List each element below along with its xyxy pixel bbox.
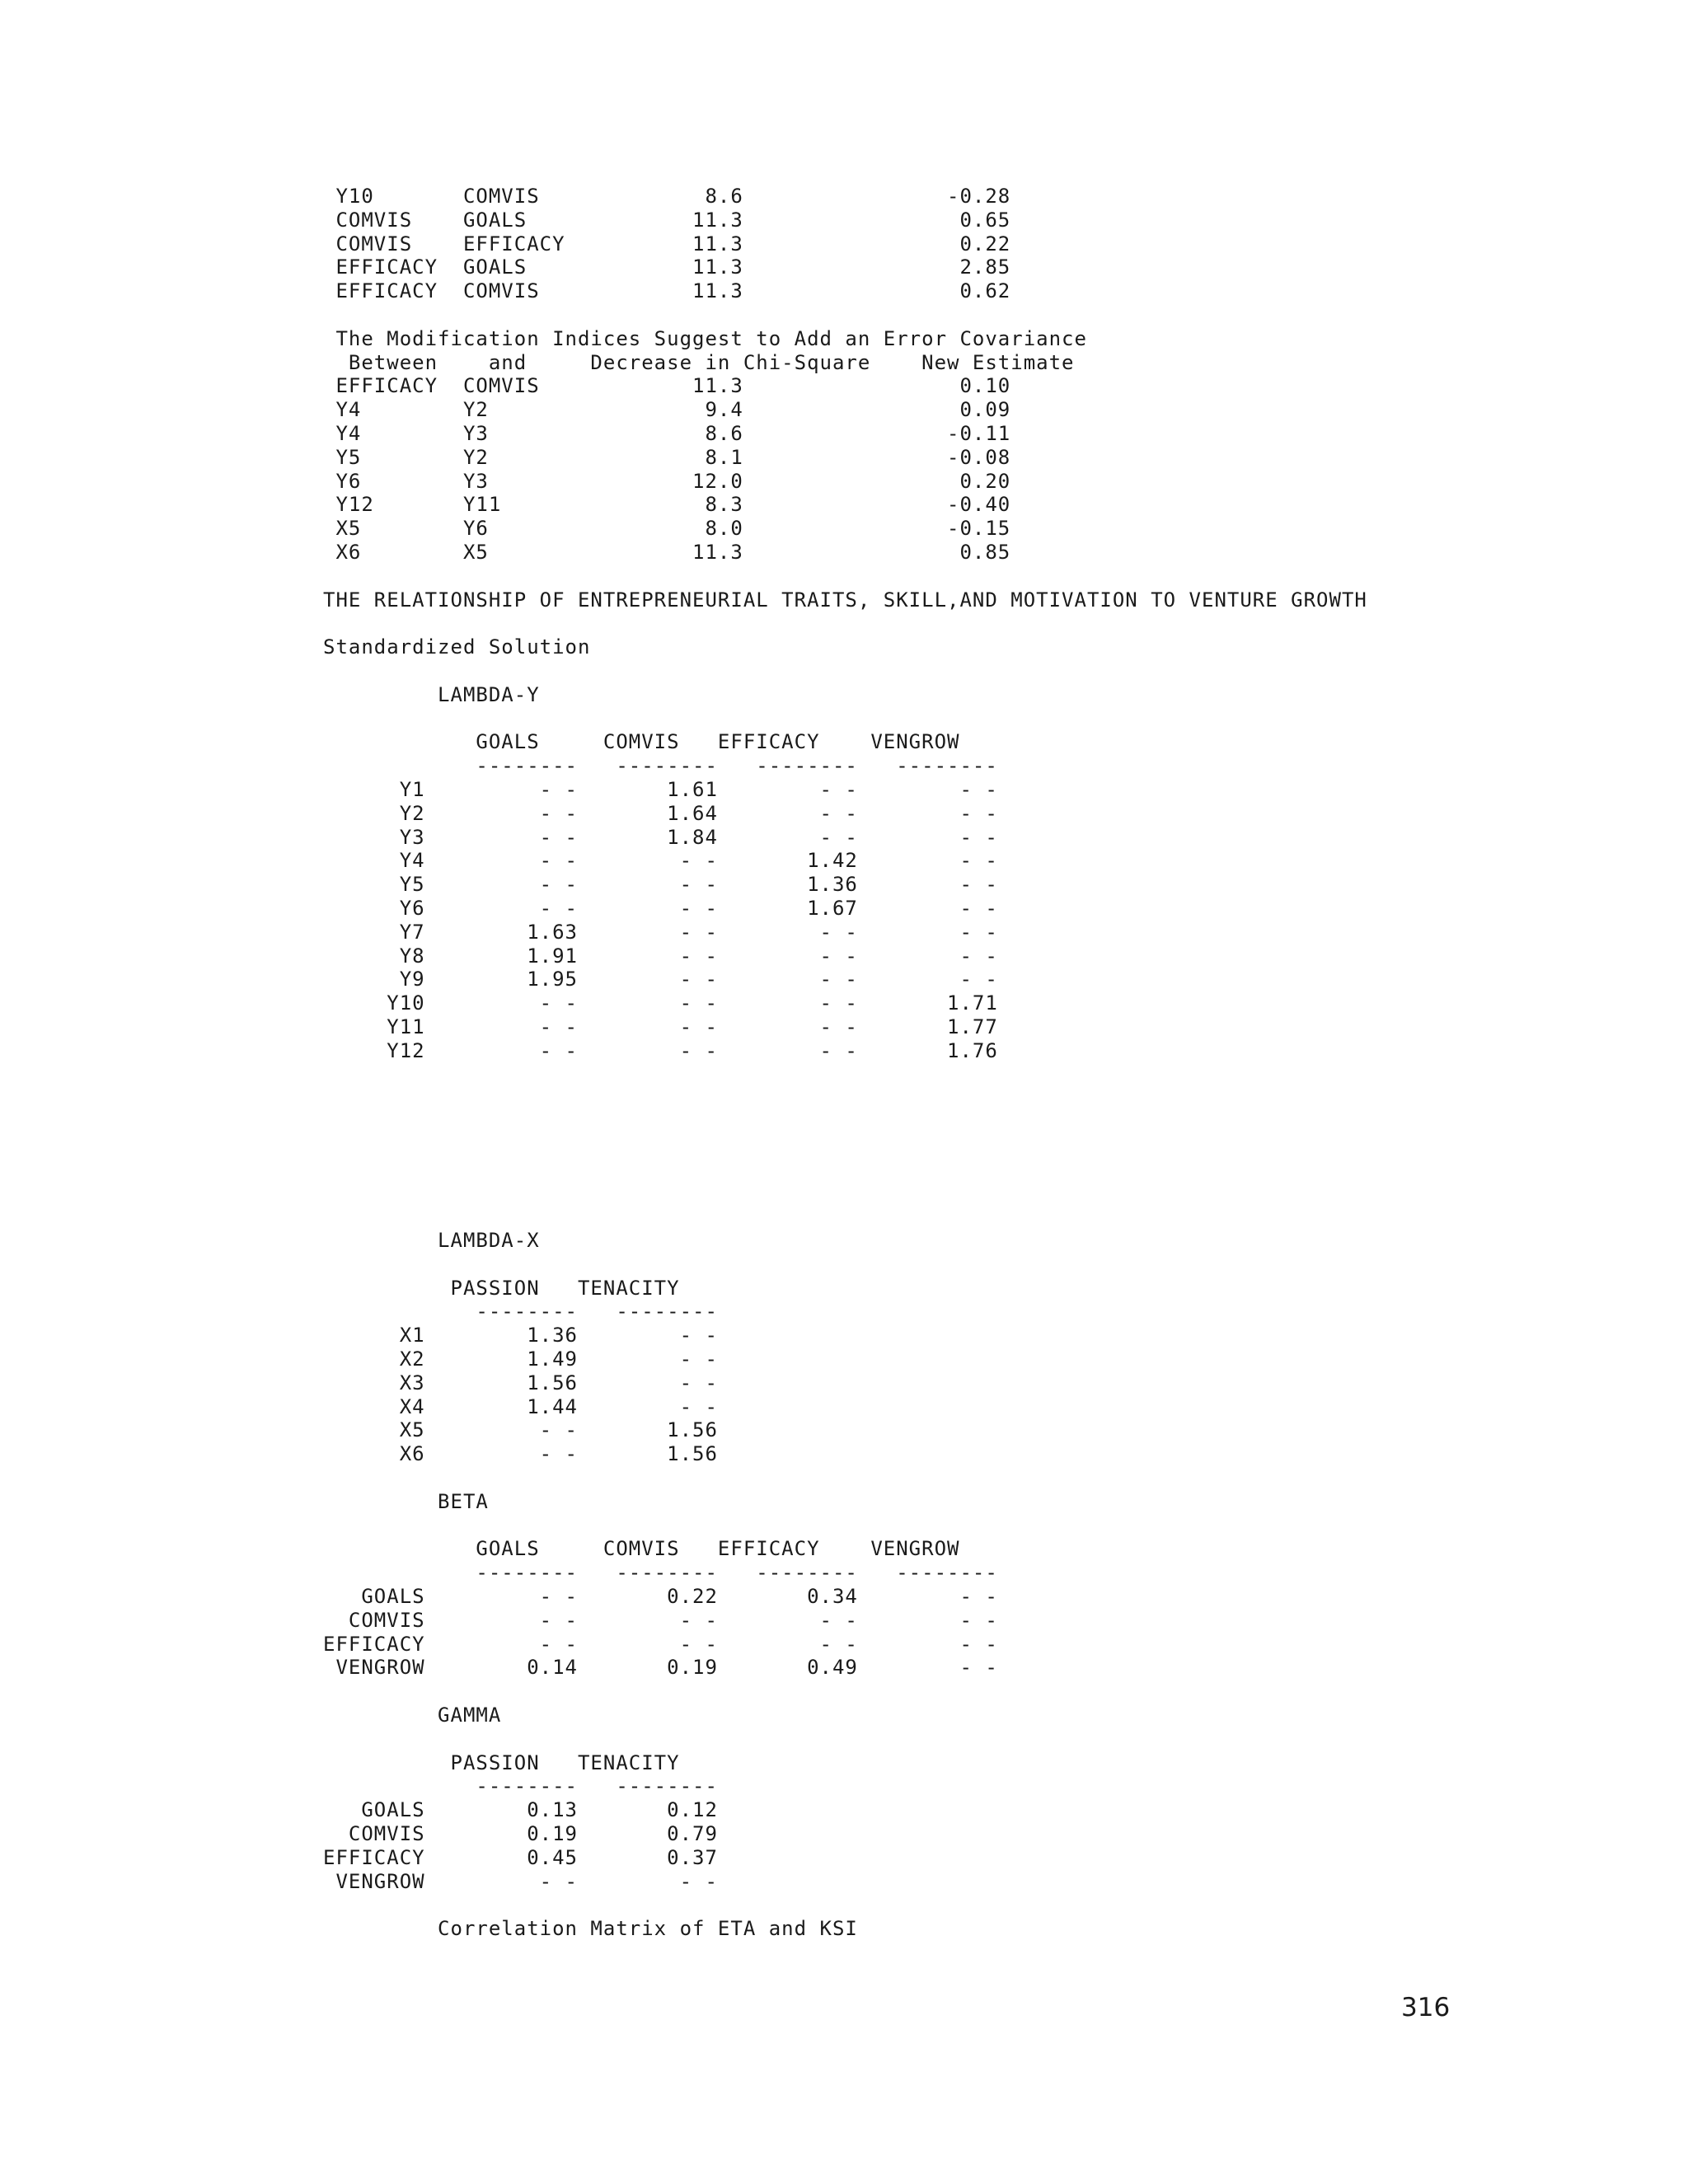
output-line: LAMBDA-X [323, 1229, 540, 1253]
output-line: X4 1.44 - - [323, 1394, 718, 1418]
output-line: Y6 Y3 12.0 0.20 [323, 469, 1011, 493]
output-line: PASSION TENACITY [323, 1750, 680, 1774]
output-line: X2 1.49 - - [323, 1347, 718, 1371]
output-line: The Modification Indices Suggest to Add an Error Covariance [323, 326, 1087, 350]
output-line: -------- -------- [323, 1774, 718, 1798]
output-line: VENGROW 0.14 0.19 0.49 - - [323, 1656, 998, 1680]
output-line: EFFICACY GOALS 11.3 2.85 [323, 255, 1011, 279]
output-line: COMVIS 0.19 0.79 [323, 1821, 718, 1845]
output-line: X1 1.36 - - [323, 1324, 718, 1347]
page-number: 316 [1401, 1993, 1451, 2022]
output-line: EFFICACY - - - - - - - - [323, 1632, 998, 1656]
output-line: LAMBDA-Y [323, 682, 540, 706]
output-line: Y1 - - 1.61 - - - - [323, 777, 998, 801]
output-line: Y7 1.63 - - - - - - [323, 920, 998, 944]
output-line: X6 - - 1.56 [323, 1442, 718, 1466]
output-line: Y6 - - - - 1.67 - - [323, 896, 998, 920]
output-line: X5 - - 1.56 [323, 1418, 718, 1442]
output-line: Y5 Y2 8.1 -0.08 [323, 445, 1011, 469]
output-line: Y9 1.95 - - - - - - [323, 968, 998, 991]
output-line: PASSION TENACITY [323, 1276, 680, 1300]
output-line: VENGROW - - - - [323, 1869, 718, 1893]
output-line: EFFICACY COMVIS 11.3 0.62 [323, 279, 1011, 303]
lisrel-output-text [323, 185, 1367, 1941]
output-line: -------- -------- -------- -------- [323, 754, 998, 778]
output-line: Y4 Y2 9.4 0.09 [323, 398, 1011, 422]
output-line: -------- -------- -------- -------- [323, 1561, 998, 1585]
output-line: Y8 1.91 - - - - - - [323, 944, 998, 968]
output-line: Y10 COMVIS 8.6 -0.28 [323, 185, 1011, 208]
output-line: COMVIS EFFICACY 11.3 0.22 [323, 232, 1011, 255]
output-line: Y5 - - - - 1.36 - - [323, 873, 998, 897]
output-line: Y2 - - 1.64 - - - - [323, 801, 998, 825]
output-line: Correlation Matrix of ETA and KSI [323, 1917, 858, 1941]
output-line: EFFICACY 0.45 0.37 [323, 1845, 718, 1869]
output-line: X6 X5 11.3 0.85 [323, 540, 1011, 564]
output-line: X5 Y6 8.0 -0.15 [323, 517, 1011, 541]
output-line: THE RELATIONSHIP OF ENTREPRENEURIAL TRAITS, SKILL,AND MOTIVATION TO VENTURE GROWTH [323, 588, 1367, 612]
output-line: Between and Decrease in Chi-Square New Estimate [323, 350, 1075, 374]
output-line: Y12 Y11 8.3 -0.40 [323, 493, 1011, 517]
output-line: -------- -------- [323, 1300, 718, 1324]
output-line: Y4 - - - - 1.42 - - [323, 849, 998, 873]
output-line: GAMMA [323, 1704, 502, 1727]
output-line: Standardized Solution [323, 635, 591, 659]
output-line: EFFICACY COMVIS 11.3 0.10 [323, 374, 1011, 398]
output-line: COMVIS - - - - - - - - [323, 1608, 998, 1632]
output-line: GOALS COMVIS EFFICACY VENGROW [323, 730, 960, 754]
output-line: Y3 - - 1.84 - - - - [323, 825, 998, 849]
output-line: X3 1.56 - - [323, 1371, 718, 1394]
output-line: BETA [323, 1489, 489, 1513]
output-line: GOALS - - 0.22 0.34 - - [323, 1585, 998, 1609]
output-line: Y11 - - - - - - 1.77 [323, 1015, 998, 1038]
output-line: GOALS 0.13 0.12 [323, 1798, 718, 1822]
output-line: Y10 - - - - - - 1.71 [323, 991, 998, 1015]
output-line: GOALS COMVIS EFFICACY VENGROW [323, 1537, 960, 1561]
output-line: Y12 - - - - - - 1.76 [323, 1038, 998, 1062]
output-line: COMVIS GOALS 11.3 0.65 [323, 208, 1011, 232]
output-line: Y4 Y3 8.6 -0.11 [323, 421, 1011, 445]
